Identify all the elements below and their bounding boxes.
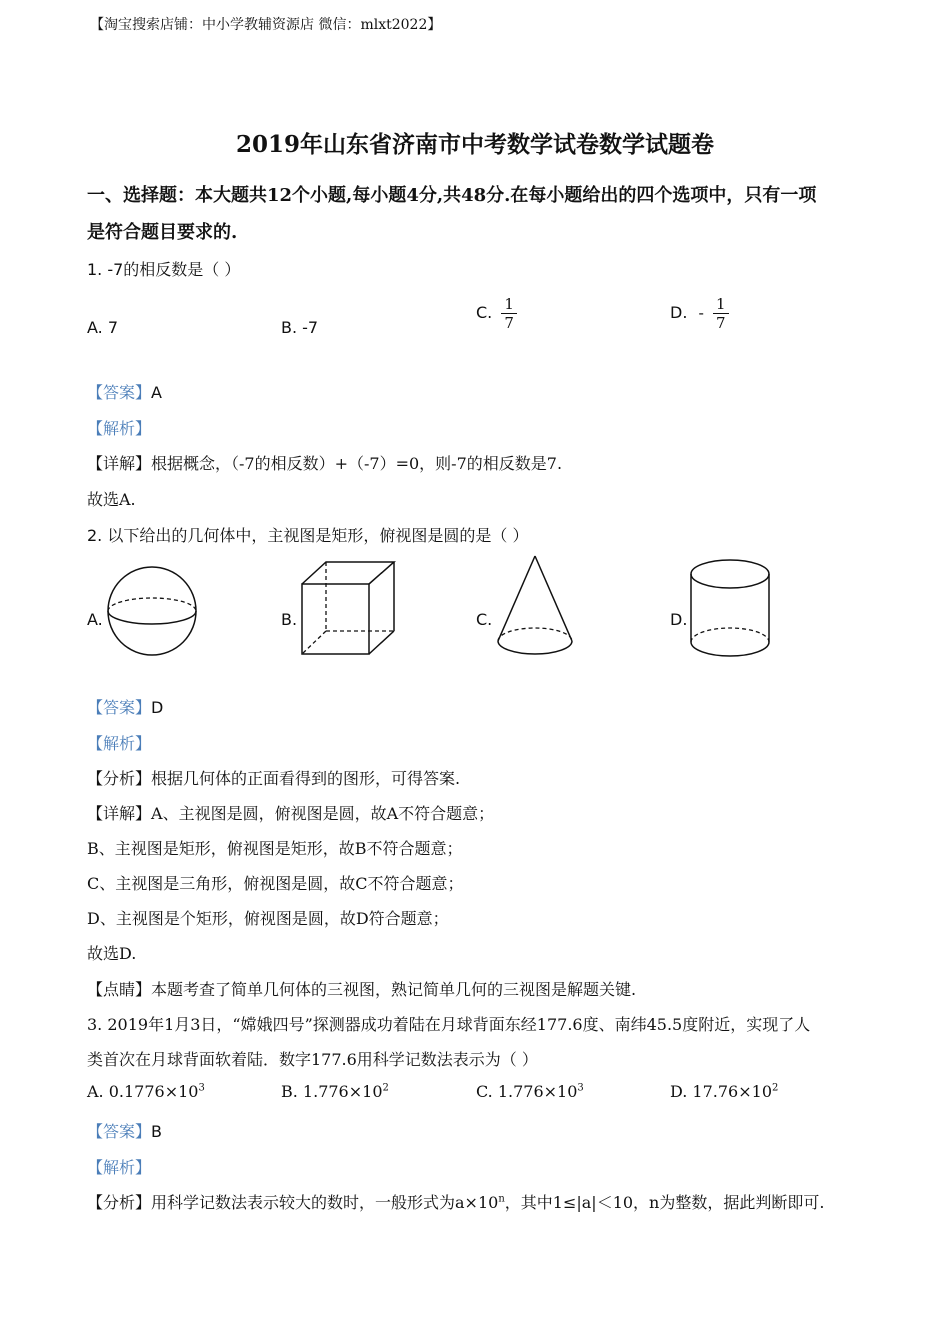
q2-option-d: D. xyxy=(670,610,688,629)
q2-detail-text: A、主视图是圆，俯视图是圆，故A不符合题意； xyxy=(151,804,495,823)
q2-option-b: B. xyxy=(281,610,298,629)
fraction-numerator: 1 xyxy=(501,295,517,314)
fraction-denominator: 7 xyxy=(716,314,726,332)
detail-tag: 【详解】 xyxy=(87,454,152,473)
q2-conclusion: 故选D. xyxy=(87,944,137,963)
fraction-numerator: 1 xyxy=(713,295,729,314)
q1-conclusion: 故选A. xyxy=(87,490,136,509)
page-title: 2019年山东省济南市中考数学试卷数学试题卷 xyxy=(235,131,714,158)
section-heading-line1: 一、选择题：本大题共12个小题,每小题4分,共48分.在每小题给出的四个选项中，只有一项 xyxy=(87,185,817,206)
q2-detail-b: B、主视图是矩形，俯视图是矩形，故B不符合题意； xyxy=(87,839,463,858)
header-banner: 【淘宝搜索店铺：中小学教辅资源店 微信：mlxt2022】 xyxy=(90,17,442,33)
q3-option-a-text: A. 0.1776×10 xyxy=(87,1082,199,1101)
q2-fenxi xyxy=(87,766,460,789)
q1-option-a: A. 7 xyxy=(87,318,119,337)
q2-answer-value: D xyxy=(151,698,164,717)
q1-option-c xyxy=(476,295,517,332)
q2-fenxi-text: 根据几何体的正面看得到的图形，可得答案. xyxy=(151,769,461,788)
q1-option-d-fraction xyxy=(713,295,729,332)
q1-option-b: B. -7 xyxy=(281,318,319,337)
q2-dianjing xyxy=(87,977,636,1000)
q2-detail xyxy=(87,801,494,824)
q3-option-c xyxy=(476,1082,584,1101)
q1-stem: 1. -7的相反数是（ ） xyxy=(87,260,241,279)
q3-option-b-exponent: 2 xyxy=(382,1082,389,1094)
q1-option-d-sign: - xyxy=(698,303,704,322)
answer-tag: 【答案】 xyxy=(87,698,152,717)
q3-option-c-exponent: 3 xyxy=(577,1082,584,1094)
q2-detail-d: D、主视图是个矩形，俯视图是圆，故D符合题意； xyxy=(87,909,449,928)
fraction-denominator: 7 xyxy=(504,314,514,332)
q1-option-c-fraction xyxy=(501,295,517,332)
q1-answer-value: A xyxy=(151,383,162,402)
q3-stem-line2: 类首次在月球背面软着陆．数字177.6用科学记数法表示为（ ） xyxy=(87,1050,538,1069)
cone-figure xyxy=(494,553,576,659)
answer-tag: 【答案】 xyxy=(87,383,152,402)
q1-option-d-label: D. xyxy=(670,303,688,322)
q3-fenxi-pre: 用科学记数法表示较大的数时，一般形式为a×10 xyxy=(151,1193,499,1212)
q3-option-d-text: D. 17.76×10 xyxy=(670,1082,772,1101)
q3-option-d-exponent: 2 xyxy=(772,1082,779,1094)
q3-option-a xyxy=(87,1082,205,1101)
q1-detail-text: 根据概念，（-7的相反数）+（-7）=0，则-7的相反数是7. xyxy=(151,454,563,473)
q3-option-d xyxy=(670,1082,778,1101)
q2-stem: 2. 以下给出的几何体中，主视图是矩形，俯视图是圆的是（ ） xyxy=(87,526,529,545)
cube-figure xyxy=(298,558,402,660)
dianjing-tag: 【点睛】 xyxy=(87,980,152,999)
cylinder-figure xyxy=(687,556,773,660)
q3-option-a-exponent: 3 xyxy=(198,1082,205,1094)
q1-analysis-tag: 【解析】 xyxy=(87,419,152,438)
q3-answer xyxy=(87,1119,162,1142)
q2-option-c: C. xyxy=(476,610,493,629)
q3-fenxi xyxy=(87,1190,824,1213)
answer-tag: 【答案】 xyxy=(87,1122,152,1141)
q1-option-c-label: C. xyxy=(476,303,493,322)
q2-analysis-tag: 【解析】 xyxy=(87,734,152,753)
q3-fenxi-post: ，其中1≤|a|＜10，n为整数，据此判断即可. xyxy=(504,1193,825,1212)
fenxi-tag: 【分析】 xyxy=(87,769,152,788)
q1-detail xyxy=(87,451,562,474)
q2-detail-c: C、主视图是三角形，俯视图是圆，故C不符合题意； xyxy=(87,874,464,893)
q2-dianjing-text: 本题考查了简单几何体的三视图，熟记简单几何的三视图是解题关键. xyxy=(151,980,637,999)
q2-answer xyxy=(87,695,163,718)
q1-option-d xyxy=(670,295,729,332)
sphere-figure xyxy=(104,563,200,659)
q3-option-b xyxy=(281,1082,389,1101)
section-heading-line2: 是符合题目要求的. xyxy=(87,222,238,243)
fenxi-tag: 【分析】 xyxy=(87,1193,152,1212)
q1-answer xyxy=(87,380,162,403)
q3-fenxi-exponent: n xyxy=(498,1193,505,1205)
q3-stem-line1: 3. 2019年1月3日，“嫦娥四号”探测器成功着陆在月球背面东经177.6度、南纬45.5度附近，实现了人 xyxy=(87,1015,811,1034)
q2-option-a: A. xyxy=(87,610,103,629)
q3-option-c-text: C. 1.776×10 xyxy=(476,1082,578,1101)
q3-option-b-text: B. 1.776×10 xyxy=(281,1082,383,1101)
q3-analysis-tag: 【解析】 xyxy=(87,1158,152,1177)
detail-tag: 【详解】 xyxy=(87,804,152,823)
q3-answer-value: B xyxy=(151,1122,162,1141)
